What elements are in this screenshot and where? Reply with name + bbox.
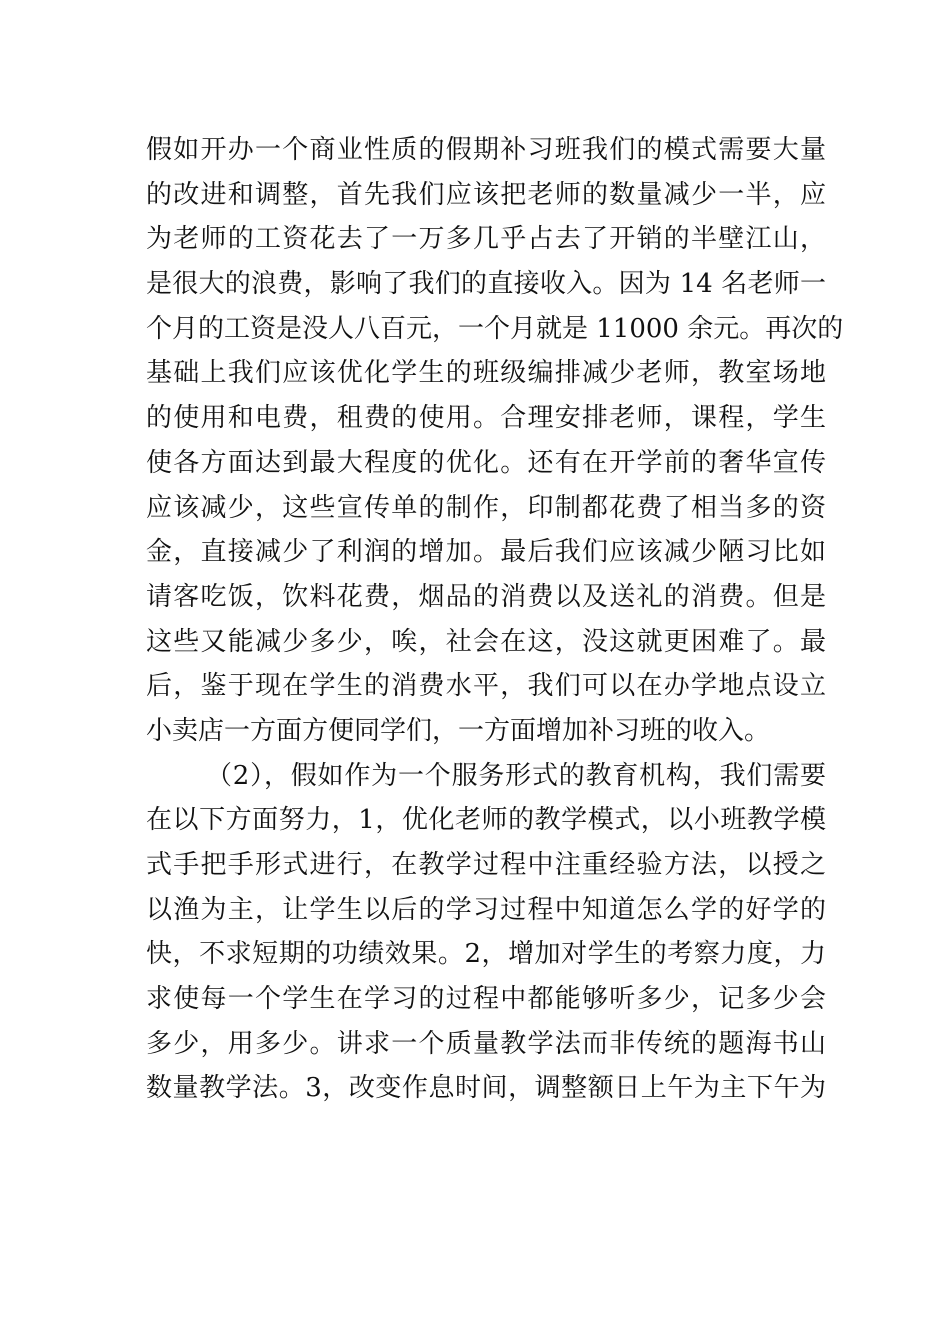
text-line: 式手把手形式进行，在教学过程中注重经验方法，以授之 bbox=[146, 850, 826, 880]
body-text bbox=[146, 128, 844, 1111]
text-line: 这些又能减少多少，唉，社会在这，没这就更困难了。最 bbox=[146, 626, 826, 657]
text-line: 以渔为主，让学生以后的学习过程中知道怎么学的好学的 bbox=[146, 894, 826, 925]
text-line: 求使每一个学生在学习的过程中都能够听多少，记多少会 bbox=[146, 984, 826, 1015]
text-line: 应该减少，这些宣传单的制作，印制都花费了相当多的资 bbox=[146, 492, 826, 523]
text-line: （2），假如作为一个服务形式的教育机构，我们需要 bbox=[206, 760, 826, 791]
text-line: 为老师的工资花去了一万多几乎占去了开销的半壁江山， bbox=[146, 224, 826, 255]
text-line: 使各方面达到最大程度的优化。还有在开学前的奢华宣传 bbox=[146, 447, 826, 478]
paragraph-commercial-class bbox=[146, 128, 844, 754]
text-line: 假如开办一个商业性质的假期补习班我们的模式需要大量 bbox=[146, 135, 826, 165]
text-line: 的改进和调整，首先我们应该把老师的数量减少一半，应 bbox=[146, 179, 826, 210]
text-line: 在以下方面努力，1，优化老师的教学模式，以小班教学模 bbox=[146, 805, 826, 836]
text-line: 数量教学法。3，改变作息时间，调整额日上午为主下午为 bbox=[146, 1073, 826, 1104]
text-line: 是很大的浪费，影响了我们的直接收入。因为 14 名老师一 bbox=[146, 269, 826, 300]
text-line: 的使用和电费，租费的使用。合理安排老师，课程，学生 bbox=[146, 403, 826, 434]
text-line: 后，鉴于现在学生的消费水平，我们可以在办学地点设立 bbox=[146, 671, 826, 702]
text-line: 基础上我们应该优化学生的班级编排减少老师，教室场地 bbox=[146, 358, 826, 389]
text-line: 小卖店一方面方便同学们，一方面增加补习班的收入。 bbox=[146, 715, 771, 746]
paragraph-service-institution bbox=[146, 754, 826, 1112]
text-line: 快，不求短期的功绩效果。2，增加对学生的考察力度，力 bbox=[146, 939, 826, 970]
text-line: 金，直接减少了利润的增加。最后我们应该减少陋习比如 bbox=[146, 537, 826, 568]
text-line: 请客吃饭，饮料花费，烟品的消费以及送礼的消费。但是 bbox=[146, 581, 826, 612]
text-line: 个月的工资是没人八百元，一个月就是 11000 余元。再次的 bbox=[146, 313, 844, 344]
text-line: 多少，用多少。讲求一个质量教学法而非传统的题海书山 bbox=[146, 1028, 826, 1059]
